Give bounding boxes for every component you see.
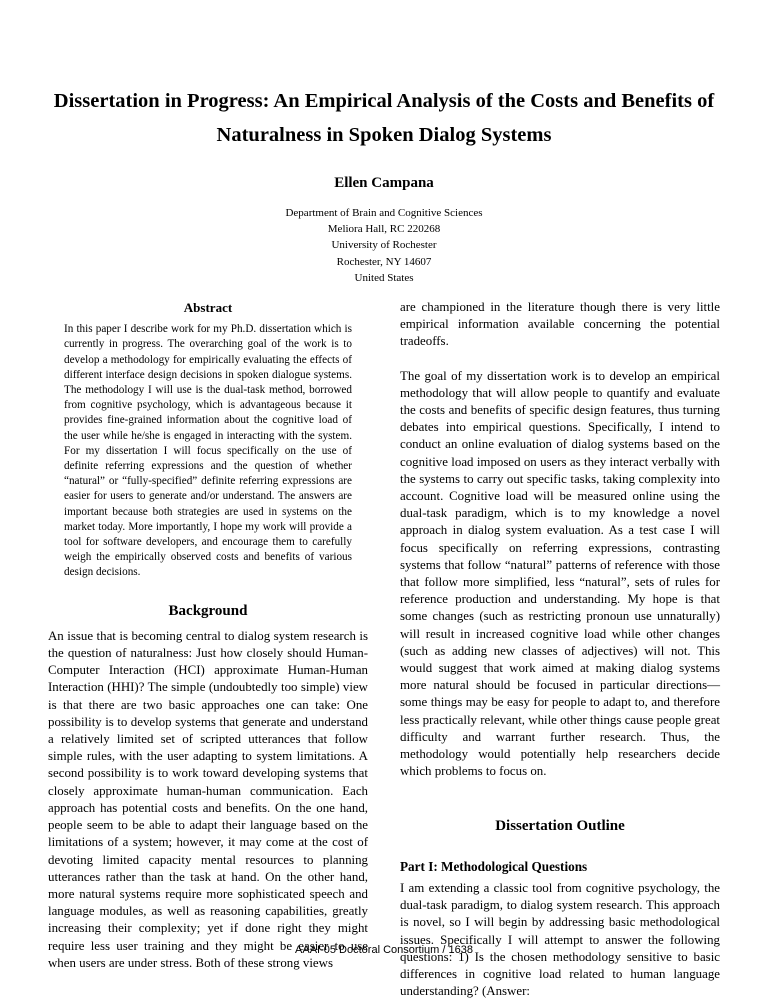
- outline-heading: Dissertation Outline: [495, 818, 625, 835]
- part1-text: I am extending a classic tool from cognitive psychology, the dual-task paradigm, to dialog system research. This approach is novel, so I will begin by addressing basic methodological issues. Specifically I will attempt to answer the following questions: 1) Is the chosen methodology sensitive to basic differences in cognitive load related to human language understanding? (Answer:: [400, 880, 720, 999]
- right-paragraph-1: are championed in the literature though there is very little empirical information available concerning the potential tradeoffs.: [400, 300, 720, 349]
- left-column: [48, 299, 368, 972]
- abstract-text: In this paper I describe work for my Ph.D. dissertation which is currently in progress. The overarching goal of the work is to develop a methodology for empirically evaluating the effects of different interface design decisions in spoken dialogue systems. The methodology I will use is the dual-task method, borrowed from cognitive psychology, which is advantageous because it provides fine-grained information about the cognitive load of the user while he/she is engaged in interacting with the system. For my dissertation I will focus specifically on the use of definite referring expressions and the question of whether “natural” or “fully-specified” definite referring expressions are easier for users to generate and/or understand. The answers are important because both strategies are used in systems on the market today. More importantly, I hope my work will provide a tool for software developers, and encourage them to carefully weigh the empirically observed costs and benefits of various design decisions.: [64, 323, 352, 579]
- abstract-heading: Abstract: [183, 300, 233, 315]
- affiliation-line: Department of Brain and Cognitive Sciences: [285, 207, 483, 219]
- affiliation-line: University of Rochester: [331, 239, 437, 252]
- affiliation-line: United States: [354, 271, 414, 284]
- part1-heading: Part I: Methodological Questions: [400, 858, 588, 874]
- background-text: An issue that is becoming central to dialog system research is the question of naturalness: Just how closely should Human-Computer Interaction (HCI) approximate Human-Human Interaction (HHI)? The simple (undoubtedly too simple) view is that there are two basic approaches one can take: One possibility is to develop systems that generate and understand a relatively limited set of scripted utterances that follow simple rules, with the user adapting to system limitations. A second possibility is to work toward developing systems that closely approximate human-human communication. Each approach has potential costs and benefits. On the one hand, people seem to be able to adapt their language based on the limitations of a system; however, it may come at the cost of devoting limited capacity mental resources to planning utterances rather than the task at hand. On the other hand, more natural systems require more sophisticated speech and language modules, as well as reasoning capabilities, greatly increasing their complexity; yet if done right they might require less user training and they might be easier to use when users are under stress. Both of these strong views: [48, 628, 368, 970]
- affiliation-line: Meliora Hall, RC 220268: [327, 223, 441, 236]
- affiliation-line: Rochester, NY 14607: [336, 255, 432, 268]
- goal-paragraph: The goal of my dissertation work is to develop an empirical methodology that will allow people to quantify and evaluate the costs and benefits of specific design features, thus turning debates into empirical questions. Specifically, I intend to conduct an online evaluation of dialog systems based on the cognitive load imposed on users as they interact verbally with the systems to carry out specific tasks, taking complexity into account. Cognitive load will be measured online using the dual-task paradigm, which is to my knowledge a novel approach in dialog system evaluation. As a test case I will focus specifically on referring expressions, contrasting systems that follow “natural” patterns of reference with those that follow more simplified, less “natural”, sets of rules for reference production and understanding. My hope is that some changes (such as restricting pronoun use unnaturally) will result in increased cognitive load while other changes (such as adding new classes of adjectives) will not. This would suggest that work aimed at making dialog systems more natural should be focused in particular directions—some things may be easy for people to adapt to, and therefore less practically relevant, while other things cause people great difficulty and warrant further research. Thus, the methodology would potentially help researchers decide which problems to focus on.: [400, 368, 720, 779]
- paper-title: Dissertation in Progress: An Empirical Analysis of the Costs and Benefits of Naturalness in Spoken Dialog Systems: [53, 90, 715, 146]
- background-heading: Background: [168, 602, 248, 619]
- author-name: Ellen Campana: [334, 175, 434, 191]
- page-footer: AAAI-05 Doctoral Consortium / 1638: [295, 944, 473, 956]
- right-column: [400, 299, 720, 1000]
- affiliation-block: [0, 205, 768, 286]
